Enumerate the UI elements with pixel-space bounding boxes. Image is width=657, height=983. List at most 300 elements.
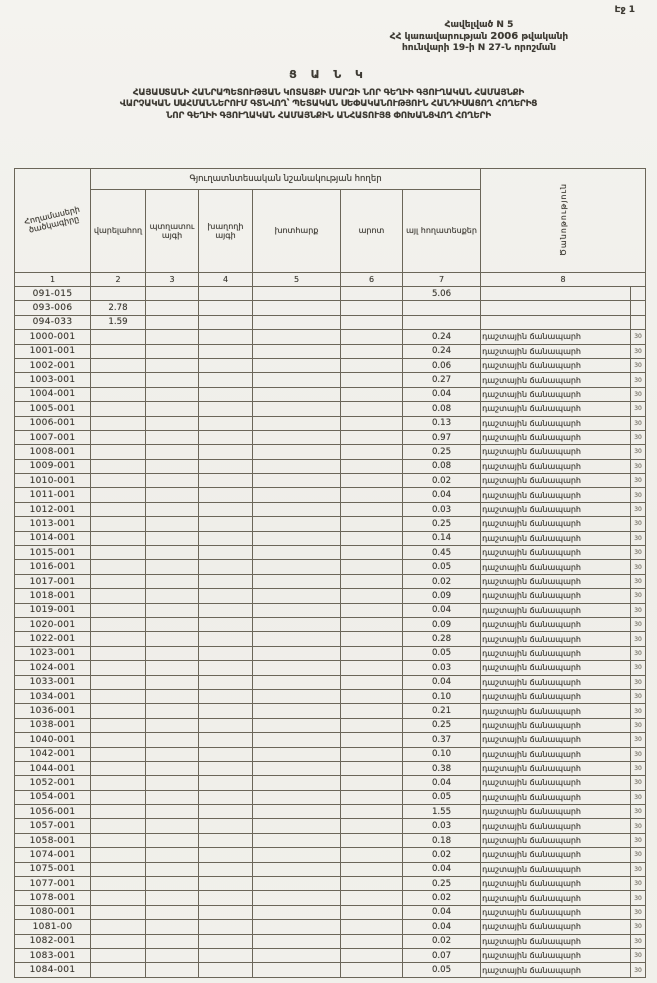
orchard-value-cell	[146, 948, 199, 962]
orchard-value-cell	[146, 790, 199, 804]
parcel-code-cell: 1011-001	[15, 488, 91, 502]
hayfield-value-cell	[253, 805, 341, 819]
table-row	[15, 948, 646, 962]
note-cell: դաշտային ճանապարհ	[481, 445, 631, 459]
orchard-value-cell	[146, 330, 199, 344]
vineyard-value-cell	[199, 589, 253, 603]
pasture-value-cell	[341, 776, 403, 790]
pasture-value-cell	[341, 301, 403, 315]
table-row	[15, 718, 646, 732]
parcel-code-cell: 1008-001	[15, 445, 91, 459]
orchard-value-cell	[146, 459, 199, 473]
pasture-value-cell	[341, 531, 403, 545]
page-number: Էջ 1	[614, 5, 635, 15]
parcel-code-cell: 1036-001	[15, 704, 91, 718]
note-cell: դաշտային ճանապարհ	[481, 718, 631, 732]
other-lands-value-cell: 0.05	[403, 560, 481, 574]
note-cell: դաշտային ճանապարհ	[481, 948, 631, 962]
vineyard-value-cell	[199, 459, 253, 473]
table-row	[15, 402, 646, 416]
note-cell: դաշտային ճանապարհ	[481, 733, 631, 747]
note-cell: դաշտային ճանապարհ	[481, 747, 631, 761]
pasture-value-cell	[341, 718, 403, 732]
parcel-code-cell: 1016-001	[15, 560, 91, 574]
orchard-value-cell	[146, 445, 199, 459]
note-cell: դաշտային ճանապարհ	[481, 560, 631, 574]
arable-value-cell	[91, 862, 146, 876]
edge-mark-cell: 30	[631, 877, 646, 891]
parcel-code-cell: 1074-001	[15, 848, 91, 862]
orchard-value-cell	[146, 704, 199, 718]
arable-value-cell	[91, 574, 146, 588]
arable-value-cell	[91, 963, 146, 977]
hayfield-value-cell	[253, 358, 341, 372]
arable-value-cell	[91, 877, 146, 891]
table-row	[15, 805, 646, 819]
parcel-code-cell: 1012-001	[15, 502, 91, 516]
other-lands-value-cell: 0.05	[403, 790, 481, 804]
note-cell: դաշտային ճանապարհ	[481, 430, 631, 444]
vineyard-value-cell	[199, 905, 253, 919]
table-row	[15, 617, 646, 631]
pasture-value-cell	[341, 373, 403, 387]
orchard-value-cell	[146, 315, 199, 329]
arable-value-cell	[91, 675, 146, 689]
vineyard-value-cell	[199, 733, 253, 747]
edge-mark-cell: 30	[631, 733, 646, 747]
edge-mark-cell: 30	[631, 948, 646, 962]
orchard-value-cell	[146, 402, 199, 416]
note-cell: դաշտային ճանապարհ	[481, 344, 631, 358]
other-lands-value-cell: 0.03	[403, 819, 481, 833]
orchard-value-cell	[146, 603, 199, 617]
vineyard-value-cell	[199, 934, 253, 948]
orchard-value-cell	[146, 502, 199, 516]
other-lands-value-cell: 0.09	[403, 589, 481, 603]
vineyard-value-cell	[199, 632, 253, 646]
table-row	[15, 776, 646, 790]
orchard-value-cell	[146, 430, 199, 444]
note-cell: դաշտային ճանապարհ	[481, 790, 631, 804]
parcel-code-cell: 1083-001	[15, 948, 91, 962]
arable-value-cell	[91, 718, 146, 732]
table-row	[15, 704, 646, 718]
pasture-value-cell	[341, 502, 403, 516]
arable-value-cell: 2.78	[91, 301, 146, 315]
other-lands-value-cell: 0.02	[403, 934, 481, 948]
parcel-code-cell: 1038-001	[15, 718, 91, 732]
edge-mark-cell: 30	[631, 776, 646, 790]
pasture-value-cell	[341, 603, 403, 617]
parcel-code-cell: 1056-001	[15, 805, 91, 819]
subheader-arable: վարելահող	[91, 190, 146, 273]
other-lands-value-cell: 0.25	[403, 718, 481, 732]
edge-mark-cell	[631, 301, 646, 315]
arable-value-cell	[91, 891, 146, 905]
hayfield-value-cell	[253, 704, 341, 718]
parcel-code-cell: 091-015	[15, 287, 91, 301]
hayfield-value-cell	[253, 862, 341, 876]
pasture-value-cell	[341, 848, 403, 862]
column-number-7: 7	[403, 273, 481, 287]
table-row	[15, 344, 646, 358]
parcel-code-cell: 1023-001	[15, 646, 91, 660]
parcel-code-cell: 1054-001	[15, 790, 91, 804]
note-cell: դաշտային ճանապարհ	[481, 877, 631, 891]
other-lands-value-cell: 0.04	[403, 603, 481, 617]
subheader-hayfield: խոտհարք	[253, 190, 341, 273]
pasture-value-cell	[341, 445, 403, 459]
note-cell: դաշտային ճանապարհ	[481, 589, 631, 603]
vineyard-value-cell	[199, 546, 253, 560]
code-header-label: Հողամասերի ծածկագիրը	[22, 204, 81, 235]
note-cell: դաշտային ճանապարհ	[481, 617, 631, 631]
orchard-value-cell	[146, 560, 199, 574]
parcel-code-cell: 1040-001	[15, 733, 91, 747]
parcel-code-cell: 1014-001	[15, 531, 91, 545]
group-header-row	[15, 169, 646, 190]
table-row	[15, 747, 646, 761]
other-lands-value-cell: 0.02	[403, 891, 481, 905]
arable-value-cell	[91, 776, 146, 790]
parcel-code-cell: 1001-001	[15, 344, 91, 358]
vineyard-value-cell	[199, 387, 253, 401]
edge-mark-cell: 30	[631, 344, 646, 358]
arable-value-cell	[91, 848, 146, 862]
pasture-value-cell	[341, 402, 403, 416]
edge-mark-cell: 30	[631, 920, 646, 934]
edge-mark-cell: 30	[631, 416, 646, 430]
table-row	[15, 416, 646, 430]
vineyard-value-cell	[199, 330, 253, 344]
hayfield-value-cell	[253, 546, 341, 560]
hayfield-value-cell	[253, 819, 341, 833]
vineyard-value-cell	[199, 833, 253, 847]
pasture-value-cell	[341, 675, 403, 689]
edge-mark-cell: 30	[631, 517, 646, 531]
edge-mark-cell: 30	[631, 646, 646, 660]
table-row	[15, 430, 646, 444]
orchard-value-cell	[146, 287, 199, 301]
vineyard-value-cell	[199, 502, 253, 516]
edge-mark-cell: 30	[631, 373, 646, 387]
other-lands-value-cell: 0.10	[403, 747, 481, 761]
table-row	[15, 603, 646, 617]
hayfield-value-cell	[253, 948, 341, 962]
hayfield-value-cell	[253, 776, 341, 790]
document-title	[8, 88, 649, 122]
orchard-value-cell	[146, 747, 199, 761]
vineyard-value-cell	[199, 819, 253, 833]
hayfield-value-cell	[253, 287, 341, 301]
hayfield-value-cell	[253, 459, 341, 473]
note-cell: դաշտային ճանապարհ	[481, 675, 631, 689]
arable-value-cell	[91, 833, 146, 847]
note-cell: դաշտային ճանապարհ	[481, 704, 631, 718]
pasture-value-cell	[341, 344, 403, 358]
vineyard-value-cell	[199, 948, 253, 962]
parcel-code-cell: 1010-001	[15, 474, 91, 488]
group-header-cell: Գյուղատնտեսական նշանակության հողեր	[91, 169, 481, 190]
vineyard-value-cell	[199, 287, 253, 301]
vineyard-value-cell	[199, 416, 253, 430]
parcel-code-cell: 1081-00	[15, 920, 91, 934]
pasture-value-cell	[341, 387, 403, 401]
edge-mark-cell: 30	[631, 862, 646, 876]
edge-mark-cell: 30	[631, 459, 646, 473]
other-lands-value-cell: 0.97	[403, 430, 481, 444]
edge-mark-cell: 30	[631, 963, 646, 977]
vineyard-value-cell	[199, 474, 253, 488]
vineyard-value-cell	[199, 805, 253, 819]
arable-value-cell	[91, 416, 146, 430]
arable-value-cell	[91, 905, 146, 919]
note-cell: դաշտային ճանապարհ	[481, 646, 631, 660]
parcel-code-cell: 1002-001	[15, 358, 91, 372]
other-lands-value-cell: 0.28	[403, 632, 481, 646]
other-lands-value-cell: 0.04	[403, 905, 481, 919]
pasture-value-cell	[341, 330, 403, 344]
table-row	[15, 891, 646, 905]
subheader-pasture: արոտ	[341, 190, 403, 273]
pasture-value-cell	[341, 761, 403, 775]
hayfield-value-cell	[253, 733, 341, 747]
edge-mark-cell: 30	[631, 761, 646, 775]
other-lands-value-cell: 0.04	[403, 776, 481, 790]
note-cell: դաշտային ճանապարհ	[481, 330, 631, 344]
other-lands-value-cell	[403, 315, 481, 329]
appendix-block	[329, 20, 629, 54]
table-row	[15, 546, 646, 560]
note-header-cell	[481, 169, 646, 273]
orchard-value-cell	[146, 661, 199, 675]
edge-mark-cell: 30	[631, 445, 646, 459]
other-lands-value-cell: 0.02	[403, 848, 481, 862]
table-row	[15, 646, 646, 660]
arable-value-cell	[91, 617, 146, 631]
other-lands-value-cell: 0.25	[403, 877, 481, 891]
arable-value-cell	[91, 402, 146, 416]
note-cell: դաշտային ճանապարհ	[481, 603, 631, 617]
note-cell: դաշտային ճանապարհ	[481, 819, 631, 833]
table-row	[15, 531, 646, 545]
arable-value-cell	[91, 531, 146, 545]
pasture-value-cell	[341, 488, 403, 502]
arable-value-cell	[91, 459, 146, 473]
parcel-code-cell: 1003-001	[15, 373, 91, 387]
parcel-code-cell: 093-006	[15, 301, 91, 315]
orchard-value-cell	[146, 617, 199, 631]
arable-value-cell	[91, 689, 146, 703]
pasture-value-cell	[341, 747, 403, 761]
orchard-value-cell	[146, 833, 199, 847]
other-lands-value-cell: 0.02	[403, 474, 481, 488]
orchard-value-cell	[146, 574, 199, 588]
table-row	[15, 790, 646, 804]
vineyard-value-cell	[199, 560, 253, 574]
table-row	[15, 689, 646, 703]
pasture-value-cell	[341, 646, 403, 660]
other-lands-value-cell: 0.25	[403, 517, 481, 531]
parcel-code-cell: 1058-001	[15, 833, 91, 847]
orchard-value-cell	[146, 963, 199, 977]
orchard-value-cell	[146, 862, 199, 876]
hayfield-value-cell	[253, 632, 341, 646]
other-lands-value-cell: 0.08	[403, 402, 481, 416]
hayfield-value-cell	[253, 373, 341, 387]
orchard-value-cell	[146, 761, 199, 775]
hayfield-value-cell	[253, 387, 341, 401]
note-cell: դաշտային ճանապարհ	[481, 776, 631, 790]
hayfield-value-cell	[253, 877, 341, 891]
orchard-value-cell	[146, 301, 199, 315]
parcel-code-cell: 1019-001	[15, 603, 91, 617]
decree-authority: ՀՀ կառավարության	[389, 32, 488, 42]
parcel-code-cell: 1057-001	[15, 819, 91, 833]
hayfield-value-cell	[253, 617, 341, 631]
parcel-code-cell: 1018-001	[15, 589, 91, 603]
hayfield-value-cell	[253, 790, 341, 804]
note-cell: դաշտային ճանապարհ	[481, 459, 631, 473]
decree-year: 2006	[490, 31, 519, 42]
parcel-code-cell: 1078-001	[15, 891, 91, 905]
pasture-value-cell	[341, 661, 403, 675]
other-lands-value-cell: 0.25	[403, 445, 481, 459]
note-cell: դաշտային ճանապարհ	[481, 574, 631, 588]
other-lands-value-cell: 0.06	[403, 358, 481, 372]
hayfield-value-cell	[253, 445, 341, 459]
hayfield-value-cell	[253, 761, 341, 775]
arable-value-cell	[91, 747, 146, 761]
other-lands-value-cell: 0.27	[403, 373, 481, 387]
column-number-4: 4	[199, 273, 253, 287]
edge-mark-cell: 30	[631, 891, 646, 905]
edge-mark-cell: 30	[631, 848, 646, 862]
table-row	[15, 661, 646, 675]
vineyard-value-cell	[199, 790, 253, 804]
pasture-value-cell	[341, 920, 403, 934]
orchard-value-cell	[146, 675, 199, 689]
other-lands-value-cell: 0.05	[403, 646, 481, 660]
edge-mark-cell: 30	[631, 603, 646, 617]
orchard-value-cell	[146, 877, 199, 891]
parcel-code-cell: 1044-001	[15, 761, 91, 775]
arable-value-cell	[91, 920, 146, 934]
vineyard-value-cell	[199, 891, 253, 905]
table-body	[15, 287, 646, 978]
subheader-orchard: պտղատու այգի	[146, 190, 199, 273]
table-row	[15, 848, 646, 862]
arable-value-cell	[91, 704, 146, 718]
orchard-value-cell	[146, 474, 199, 488]
column-number-5: 5	[253, 273, 341, 287]
hayfield-value-cell	[253, 646, 341, 660]
other-lands-value-cell: 0.03	[403, 502, 481, 516]
column-number-3: 3	[146, 273, 199, 287]
table-row	[15, 488, 646, 502]
hayfield-value-cell	[253, 315, 341, 329]
hayfield-value-cell	[253, 833, 341, 847]
pasture-value-cell	[341, 905, 403, 919]
edge-mark-cell: 30	[631, 905, 646, 919]
vineyard-value-cell	[199, 617, 253, 631]
note-cell: դաշտային ճանապարհ	[481, 963, 631, 977]
hayfield-value-cell	[253, 661, 341, 675]
edge-mark-cell: 30	[631, 661, 646, 675]
note-cell: դաշտային ճանապարհ	[481, 358, 631, 372]
arable-value-cell	[91, 287, 146, 301]
note-cell: դաշտային ճանապարհ	[481, 373, 631, 387]
orchard-value-cell	[146, 589, 199, 603]
arable-value-cell	[91, 488, 146, 502]
table-row	[15, 733, 646, 747]
pasture-value-cell	[341, 617, 403, 631]
edge-mark-cell: 30	[631, 819, 646, 833]
vineyard-value-cell	[199, 315, 253, 329]
arable-value-cell	[91, 819, 146, 833]
pasture-value-cell	[341, 689, 403, 703]
code-header-cell	[15, 169, 91, 273]
vineyard-value-cell	[199, 862, 253, 876]
edge-mark-cell	[631, 287, 646, 301]
other-lands-value-cell: 0.21	[403, 704, 481, 718]
hayfield-value-cell	[253, 675, 341, 689]
orchard-value-cell	[146, 488, 199, 502]
vineyard-value-cell	[199, 776, 253, 790]
hayfield-value-cell	[253, 589, 341, 603]
hayfield-value-cell	[253, 934, 341, 948]
table-row	[15, 474, 646, 488]
note-cell: դաշտային ճանապարհ	[481, 761, 631, 775]
other-lands-value-cell: 0.38	[403, 761, 481, 775]
note-cell: դաշտային ճանապարհ	[481, 488, 631, 502]
arable-value-cell	[91, 934, 146, 948]
parcel-code-cell: 1005-001	[15, 402, 91, 416]
edge-mark-cell: 30	[631, 934, 646, 948]
edge-mark-cell: 30	[631, 833, 646, 847]
pasture-value-cell	[341, 416, 403, 430]
orchard-value-cell	[146, 819, 199, 833]
pasture-value-cell	[341, 833, 403, 847]
pasture-value-cell	[341, 358, 403, 372]
note-cell: դաշտային ճանապարհ	[481, 387, 631, 401]
arable-value-cell	[91, 502, 146, 516]
table-row	[15, 373, 646, 387]
orchard-value-cell	[146, 358, 199, 372]
appendix-line: Հավելված N 5	[444, 20, 514, 30]
arable-value-cell	[91, 805, 146, 819]
hayfield-value-cell	[253, 474, 341, 488]
arable-value-cell	[91, 790, 146, 804]
other-lands-value-cell: 0.02	[403, 574, 481, 588]
note-cell: դաշտային ճանապարհ	[481, 502, 631, 516]
column-number-1: 1	[15, 273, 91, 287]
other-lands-value-cell: 0.45	[403, 546, 481, 560]
note-header-rotated-label: Ծանոթություն	[558, 182, 568, 256]
hayfield-value-cell	[253, 330, 341, 344]
parcel-code-cell: 1017-001	[15, 574, 91, 588]
vineyard-value-cell	[199, 430, 253, 444]
arable-value-cell	[91, 589, 146, 603]
parcel-code-cell: 1022-001	[15, 632, 91, 646]
other-lands-value-cell	[403, 301, 481, 315]
parcel-code-cell: 1075-001	[15, 862, 91, 876]
vineyard-value-cell	[199, 488, 253, 502]
other-lands-value-cell: 0.04	[403, 675, 481, 689]
other-lands-value-cell: 0.09	[403, 617, 481, 631]
table-row	[15, 517, 646, 531]
other-lands-value-cell: 1.55	[403, 805, 481, 819]
